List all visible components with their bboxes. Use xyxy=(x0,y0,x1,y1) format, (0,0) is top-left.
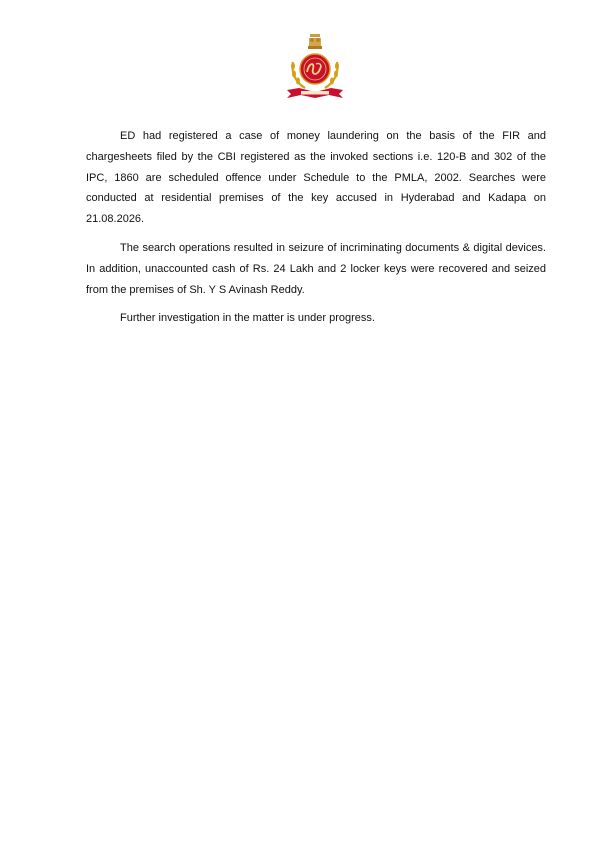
paragraph-search-operations: The search operations resulted in seizure of incriminating documents & digital devices. In addition, unaccounted cash of Rs. 24 Lakh and 2 locker keys were recovered and seized from the premises of Sh. Y S Avinash Reddy. xyxy=(86,241,546,296)
press-release-body xyxy=(86,126,546,337)
paragraph-case-registration: ED had registered a case of money laundering on the basis of the FIR and chargesheets filed by the CBI registered as the invoked sections i.e. 120-B and 302 of the IPC, 1860 are scheduled offence under Schedule to the PMLA, 2002. Searches were conducted at residential premises of the key accused in Hyderabad and Kadapa on 21.08.2026. xyxy=(86,130,546,226)
enforcement-directorate-emblem-icon xyxy=(283,32,347,102)
paragraph-investigation-status: Further investigation in the matter is under progress. xyxy=(120,312,375,325)
